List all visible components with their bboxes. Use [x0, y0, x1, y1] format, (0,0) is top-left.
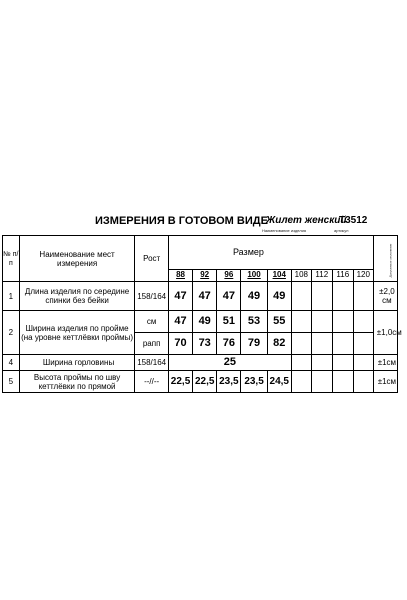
- value-120: [353, 311, 373, 333]
- table-row: [3, 282, 398, 311]
- value-104: 82: [267, 333, 291, 355]
- value-120: [353, 333, 373, 355]
- row-num: 4: [3, 355, 20, 371]
- col-header-size: Размер: [168, 236, 373, 270]
- value-108: [291, 311, 311, 333]
- table-row: [3, 311, 398, 333]
- col-header-num: № п/п: [3, 236, 20, 282]
- row-num: 5: [3, 371, 20, 393]
- value-108: [291, 333, 311, 355]
- col-header-name: Наименование мест измерения: [19, 236, 135, 282]
- value-112: [311, 355, 332, 371]
- value-92: 22,5: [193, 371, 217, 393]
- value-104: 24,5: [267, 371, 291, 393]
- value-120: [353, 371, 373, 393]
- row-tolerance: ±2,0 см: [373, 282, 397, 311]
- size-116: 116: [332, 270, 353, 282]
- measurement-sheet: [0, 210, 400, 390]
- row-name: Длина изделия по середине спинки без бейки: [19, 282, 135, 311]
- size-96: 96: [217, 270, 241, 282]
- row-name: Ширина изделия по пройме (на уровне кеттлёвки проймы): [19, 311, 135, 355]
- row-single-value: 25: [168, 355, 291, 371]
- size-120: 120: [353, 270, 373, 282]
- row-height: 158/164: [135, 355, 169, 371]
- size-104: 104: [267, 270, 291, 282]
- value-116: [332, 282, 353, 311]
- value-104: 55: [267, 311, 291, 333]
- value-108: [291, 355, 311, 371]
- row-name: Ширина горловины: [19, 355, 135, 371]
- size-88: 88: [168, 270, 192, 282]
- col-header-height: Рост: [135, 236, 169, 282]
- value-88: 47: [168, 282, 192, 311]
- measurements-table: [2, 235, 402, 393]
- value-96: 23,5: [217, 371, 241, 393]
- value-88: 22,5: [168, 371, 192, 393]
- row-height: 158/164: [135, 282, 169, 311]
- article-number: Т3512: [339, 215, 368, 226]
- value-112: [311, 282, 332, 311]
- row-name: Высота проймы по шву кеттлёвки по прямой: [19, 371, 135, 393]
- row-height: --//--: [135, 371, 169, 393]
- row-tolerance: ±1см: [373, 355, 397, 371]
- value-96: 51: [217, 311, 241, 333]
- row-num: 1: [3, 282, 20, 311]
- row-tolerance: ±1см: [373, 371, 397, 393]
- value-92: 49: [193, 311, 217, 333]
- value-112: [311, 311, 332, 333]
- product-name: Жилет женский: [266, 215, 347, 226]
- value-116: [332, 355, 353, 371]
- value-112: [311, 371, 332, 393]
- table-row: [3, 355, 398, 371]
- col-header-tolerance: Допустимое отклонение: [373, 236, 397, 282]
- size-100: 100: [241, 270, 267, 282]
- value-100: 49: [241, 282, 267, 311]
- table-row: [3, 371, 398, 393]
- row-num: 2: [3, 311, 20, 355]
- value-100: 79: [241, 333, 267, 355]
- value-108: [291, 282, 311, 311]
- value-104: 49: [267, 282, 291, 311]
- size-112: 112: [311, 270, 332, 282]
- value-116: [332, 333, 353, 355]
- value-100: 53: [241, 311, 267, 333]
- value-116: [332, 371, 353, 393]
- value-96: 76: [217, 333, 241, 355]
- value-92: 73: [193, 333, 217, 355]
- value-96: 47: [217, 282, 241, 311]
- value-100: 23,5: [241, 371, 267, 393]
- row-tolerance: ±1,0см: [373, 311, 397, 355]
- value-120: [353, 355, 373, 371]
- article-caption: артикул: [334, 228, 349, 233]
- row-height: рапп: [135, 333, 169, 355]
- size-92: 92: [193, 270, 217, 282]
- value-88: 47: [168, 311, 192, 333]
- product-caption: Наименование изделия: [262, 228, 306, 233]
- value-120: [353, 282, 373, 311]
- sheet-title: ИЗМЕРЕНИЯ В ГОТОВОМ ВИДЕ: [95, 215, 268, 227]
- size-108: 108: [291, 270, 311, 282]
- value-92: 47: [193, 282, 217, 311]
- value-112: [311, 333, 332, 355]
- value-116: [332, 311, 353, 333]
- value-88: 70: [168, 333, 192, 355]
- header-row: [3, 236, 398, 270]
- row-height: см: [135, 311, 169, 333]
- value-108: [291, 371, 311, 393]
